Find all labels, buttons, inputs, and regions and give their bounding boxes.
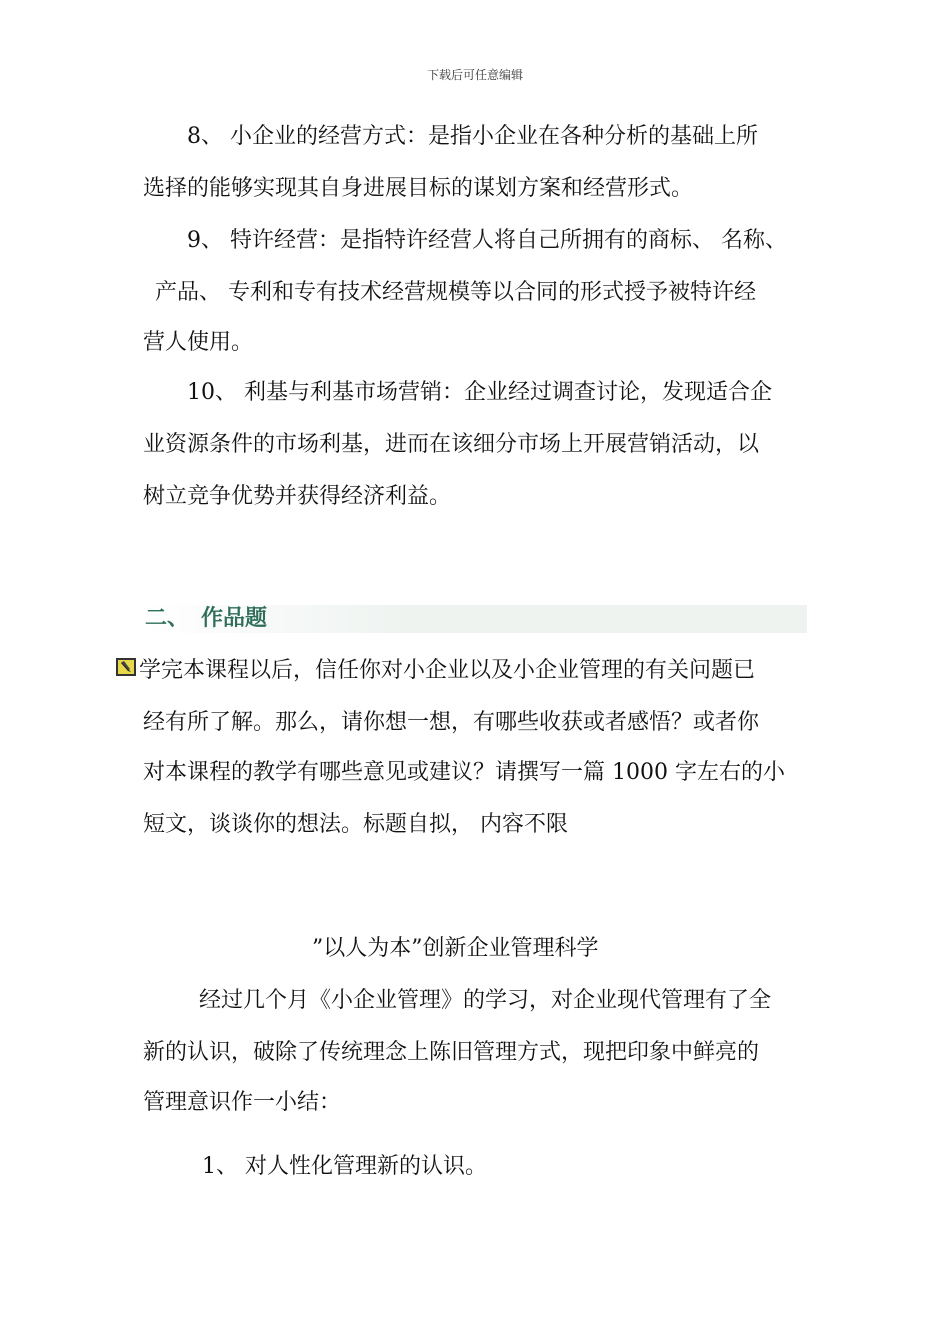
- essay-para1-line-1: 经过几个月《小企业管理》的学习，对企业现代管理有了全: [199, 988, 772, 1013]
- prompt-line-2: 经有所了解。那么，请你想一想，有哪些收获或者感悟？或者你: [143, 710, 760, 735]
- section-number: 二、: [145, 606, 190, 631]
- essay-point-1: 1、 对人性化管理新的认识。: [202, 1154, 487, 1179]
- pencil-note-icon: [116, 658, 136, 676]
- definition-8-line-1: 8、 小企业的经营方式：是指小企业在各种分析的基础上所: [187, 124, 758, 149]
- prompt-line-3: 对本课程的教学有哪些意见或建议？请撰写一篇 1000 字左右的小: [143, 760, 785, 785]
- definition-10-line-3: 树立竞争优势并获得经济利益。: [143, 484, 452, 509]
- page-header: 下载后可任意编辑: [426, 68, 523, 82]
- definition-10-line-1: 10、 利基与利基市场营销：企业经过调查讨论，发现适合企: [187, 380, 772, 405]
- definition-9-line-3: 营人使用。: [143, 330, 254, 355]
- definition-8-line-2: 选择的能够实现其自身进展目标的谋划方案和经营形式。: [143, 176, 694, 201]
- section-title: 作品题: [201, 606, 268, 631]
- definition-10-line-2: 业资源条件的市场利基，进而在该细分市场上开展营销活动，以: [143, 432, 760, 457]
- essay-para1-line-3: 管理意识作一小结：: [143, 1090, 342, 1115]
- prompt-line-1: 学完本课程以后，信任你对小企业以及小企业管理的有关问题已: [139, 658, 756, 683]
- definition-9-line-1: 9、 特许经营：是指特许经营人将自己所拥有的商标、 名称、: [187, 228, 787, 253]
- essay-title: ”以人为本”创新企业管理科学: [312, 936, 599, 961]
- essay-para1-line-2: 新的认识，破除了传统理念上陈旧管理方式，现把印象中鲜亮的: [143, 1040, 760, 1065]
- prompt-line-4: 短文，谈谈你的想法。标题自拟， 内容不限: [143, 812, 568, 837]
- section-heading: [143, 605, 807, 633]
- definition-9-line-2: 产品、 专利和专有技术经营规模等以合同的形式授予被特许经: [155, 280, 756, 305]
